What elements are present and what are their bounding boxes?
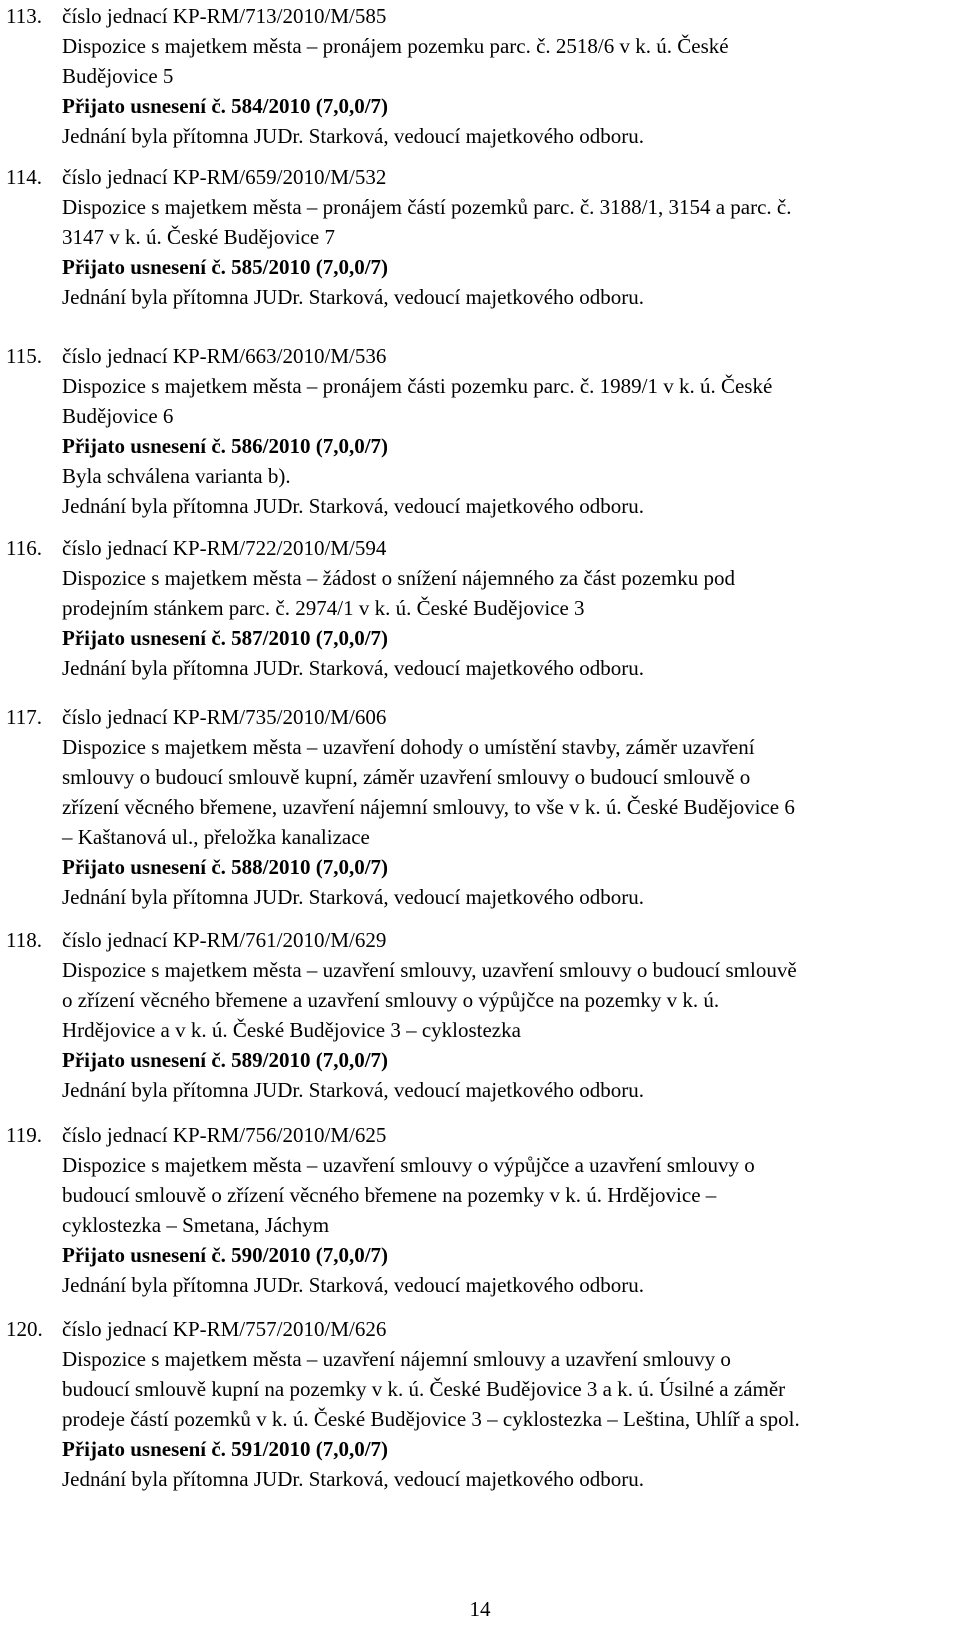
item-body [62,533,952,683]
attendance-line: Jednání byla přítomna JUDr. Starková, vedoucí majetkového odboru. [62,494,645,518]
item-number: 116. [6,536,42,560]
reference-number: číslo jednací KP-RM/659/2010/M/532 [62,165,387,189]
item-number: 119. [6,1123,42,1147]
subject-line: zřízení věcného břemene, uzavření nájemní smlouvy, to vše v k. ú. České Budějovice 6 [62,795,795,819]
reference-number: číslo jednací KP-RM/761/2010/M/629 [62,928,387,952]
attendance-line: Jednání byla přítomna JUDr. Starková, vedoucí majetkového odboru. [62,1078,645,1102]
attendance-line: Jednání byla přítomna JUDr. Starková, vedoucí majetkového odboru. [62,1467,645,1491]
attendance-line: Jednání byla přítomna JUDr. Starková, vedoucí majetkového odboru. [62,1273,645,1297]
item-body [62,702,952,912]
subject-line: Hrdějovice a v k. ú. České Budějovice 3 – cyklostezka [62,1018,521,1042]
item-number: 118. [6,928,42,952]
item-number: 114. [6,165,42,189]
item-body [62,1314,952,1494]
subject-line: Dispozice s majetkem města – uzavření nájemní smlouvy a uzavření smlouvy o [62,1347,731,1371]
subject-line: – Kaštanová ul., přeložka kanalizace [62,825,370,849]
item-number: 117. [6,705,42,729]
resolution-line: Přijato usnesení č. 584/2010 (7,0,0/7) [62,94,389,118]
item-number: 115. [6,344,42,368]
subject-line: smlouvy o budoucí smlouvě kupní, záměr uzavření smlouvy o budoucí smlouvě o [62,765,751,789]
resolution-line: Přijato usnesení č. 591/2010 (7,0,0/7) [62,1437,389,1461]
item-body [62,162,952,312]
page-number: 14 [469,1597,491,1621]
subject-line: Dispozice s majetkem města – uzavření dohody o umístění stavby, záměr uzavření [62,735,755,759]
subject-line: Dispozice s majetkem města – pronájem části pozemku parc. č. 1989/1 v k. ú. České [62,374,773,398]
subject-line: Dispozice s majetkem města – žádost o snížení nájemného za část pozemku pod [62,566,735,590]
reference-number: číslo jednací KP-RM/756/2010/M/625 [62,1123,387,1147]
attendance-line: Jednání byla přítomna JUDr. Starková, vedoucí majetkového odboru. [62,885,645,909]
resolution-line: Přijato usnesení č. 585/2010 (7,0,0/7) [62,255,389,279]
note-line: Byla schválena varianta b). [62,464,291,488]
item-body [62,925,952,1105]
resolution-line: Přijato usnesení č. 586/2010 (7,0,0/7) [62,434,389,458]
subject-line: Budějovice 5 [62,64,174,88]
resolution-line: Přijato usnesení č. 587/2010 (7,0,0/7) [62,626,389,650]
subject-line: prodejním stánkem parc. č. 2974/1 v k. ú. České Budějovice 3 [62,596,585,620]
subject-line: Dispozice s majetkem města – pronájem pozemku parc. č. 2518/6 v k. ú. České [62,34,729,58]
resolution-line: Přijato usnesení č. 589/2010 (7,0,0/7) [62,1048,389,1072]
subject-line: Dispozice s majetkem města – pronájem částí pozemků parc. č. 3188/1, 3154 a parc. č. [62,195,792,219]
subject-line: Dispozice s majetkem města – uzavření smlouvy, uzavření smlouvy o budoucí smlouvě [62,958,797,982]
item-number: 120. [6,1317,43,1341]
subject-line: Budějovice 6 [62,404,174,428]
reference-number: číslo jednací KP-RM/663/2010/M/536 [62,344,387,368]
reference-number: číslo jednací KP-RM/722/2010/M/594 [62,536,387,560]
resolution-line: Přijato usnesení č. 588/2010 (7,0,0/7) [62,855,389,879]
subject-line: budoucí smlouvě kupní na pozemky v k. ú. České Budějovice 3 a k. ú. Úsilné a záměr [62,1377,786,1401]
resolution-line: Přijato usnesení č. 590/2010 (7,0,0/7) [62,1243,389,1267]
item-body [62,1,952,151]
attendance-line: Jednání byla přítomna JUDr. Starková, vedoucí majetkového odboru. [62,656,645,680]
item-body [62,341,952,521]
subject-line: Dispozice s majetkem města – uzavření smlouvy o výpůjčce a uzavření smlouvy o [62,1153,755,1177]
attendance-line: Jednání byla přítomna JUDr. Starková, vedoucí majetkového odboru. [62,124,645,148]
subject-line: cyklostezka – Smetana, Jáchym [62,1213,330,1237]
reference-number: číslo jednací KP-RM/757/2010/M/626 [62,1317,387,1341]
subject-line: o zřízení věcného břemene a uzavření smlouvy o výpůjčce na pozemky v k. ú. [62,988,720,1012]
subject-line: budoucí smlouvě o zřízení věcného břemene na pozemky v k. ú. Hrdějovice – [62,1183,717,1207]
attendance-line: Jednání byla přítomna JUDr. Starková, vedoucí majetkového odboru. [62,285,645,309]
subject-line: prodeje částí pozemků v k. ú. České Budějovice 3 – cyklostezka – Leština, Uhlíř a spol. [62,1407,800,1431]
reference-number: číslo jednací KP-RM/713/2010/M/585 [62,4,387,28]
item-number: 113. [6,4,42,28]
item-body [62,1120,952,1300]
subject-line: 3147 v k. ú. České Budějovice 7 [62,225,335,249]
reference-number: číslo jednací KP-RM/735/2010/M/606 [62,705,387,729]
